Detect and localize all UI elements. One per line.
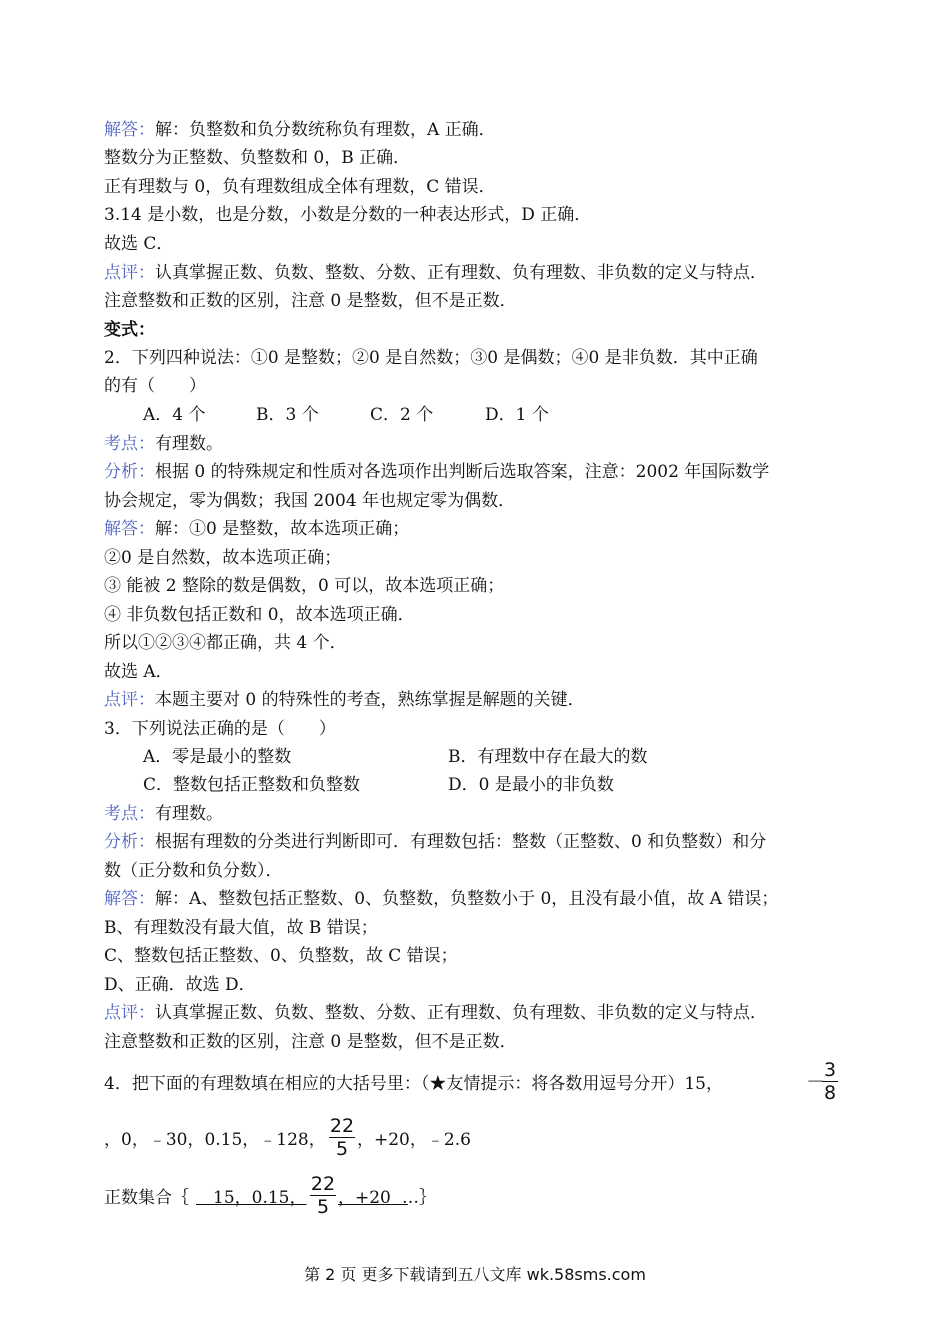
q2-answer-line-6: 故选 A． <box>104 662 173 682</box>
answer-tag: 解答： <box>104 519 155 539</box>
q1-answer-line-4: 3.14 是小数，也是分数，小数是分数的一种表达形式，D 正确． <box>104 205 592 225</box>
q2-answer-line-3: ③ 能被 2 整除的数是偶数，0 可以，故本选项正确； <box>104 576 505 596</box>
q3-option-c: C．整数包括正整数和负整数 <box>143 775 361 795</box>
q3-option-d: D．0 是最小的非负数 <box>448 775 614 795</box>
comment-tag: 点评： <box>104 263 155 283</box>
q4-numbers-end: ，+20，﹣2.6 <box>357 1130 471 1150</box>
comment-tag: 点评： <box>104 690 155 710</box>
q3-answer-line-3: C、整数包括正整数、0、负整数，故 C 错误； <box>104 946 458 966</box>
positive-set-answer-1: 15，0.15， <box>196 1188 307 1208</box>
q3-comment-line-1: 点评：认真掌握正数、负数、整数、分数、正有理数、负有理数、非负数的定义与特点． <box>104 1003 767 1023</box>
q2-answer-line-1: 解答：解：①0 是整数，故本选项正确； <box>104 519 410 539</box>
q2-option-b: B．3 个 <box>256 405 319 425</box>
q2-stem-line-2: 的有（ ） <box>104 376 206 396</box>
q2-answer-line-4: ④ 非负数包括正数和 0，故本选项正确． <box>104 605 415 625</box>
q3-answer-line-4: D、正确．故选 D． <box>104 975 256 995</box>
q3-point: 考点：有理数。 <box>104 804 223 824</box>
page-footer: 第 2 页 更多下载请到五八文库 wk.58sms.com <box>304 1265 646 1284</box>
fraction-neg-3-8: － 3 8 <box>806 1059 837 1104</box>
q2-option-a: A．4 个 <box>143 405 206 425</box>
positive-set-label: 正数集合｛ <box>104 1188 189 1208</box>
positive-set-end: …｝ <box>402 1188 436 1208</box>
q3-analysis-line-2: 数（正分数和负分数）． <box>104 861 283 881</box>
q1-answer-line-1: 解答：解：负整数和负分数统称负有理数，A 正确． <box>104 120 496 140</box>
q2-stem-line-1: 2．下列四种说法：①0 是整数；②0 是自然数；③0 是偶数；④0 是非负数．其中正确 <box>104 348 758 368</box>
q1-answer-line-5: 故选 C． <box>104 234 174 254</box>
q3-answer-line-1: 解答：解：A、整数包括正整数、0、负整数，负整数小于 0，且没有最小值，故 A 错误； <box>104 889 779 909</box>
q1-comment-line-1: 点评：认真掌握正数、负数、整数、分数、正有理数、负有理数、非负数的定义与特点． <box>104 263 767 283</box>
point-tag: 考点： <box>104 434 155 454</box>
q2-option-c: C．2 个 <box>370 405 434 425</box>
comment-tag: 点评： <box>104 1003 155 1023</box>
q1-comment-line-2: 注意整数和正数的区别，注意 0 是整数，但不是正数． <box>104 291 517 311</box>
analysis-tag: 分析： <box>104 462 155 482</box>
variant-title: 变式： <box>104 320 155 340</box>
q3-stem: 3．下列说法正确的是（ ） <box>104 719 336 739</box>
q2-analysis-line-1: 分析：根据 0 的特殊规定和性质对各选项作出判断后选取答案，注意：2002 年国际数学 <box>104 462 770 482</box>
q4-numbers-start: ，0，﹣30，0.15，﹣128， <box>104 1130 326 1150</box>
q3-option-b: B．有理数中存在最大的数 <box>448 747 648 767</box>
q2-option-d: D．1 个 <box>485 405 549 425</box>
q3-answer-line-2: B、有理数没有最大值，故 B 错误； <box>104 918 378 938</box>
analysis-tag: 分析： <box>104 832 155 852</box>
q2-answer-line-2: ②0 是自然数，故本选项正确； <box>104 548 342 568</box>
q4-stem: 4．把下面的有理数填在相应的大括号里：（★友情提示：将各数用逗号分开）15， <box>104 1074 723 1094</box>
positive-set-fraction-22-5: 22 5 <box>310 1173 336 1218</box>
answer-tag: 解答： <box>104 120 155 140</box>
q1-answer-line-3: 正有理数与 0，负有理数组成全体有理数，C 错误． <box>104 177 496 197</box>
answer-tag: 解答： <box>104 889 155 909</box>
point-tag: 考点： <box>104 804 155 824</box>
q3-comment-line-2: 注意整数和正数的区别，注意 0 是整数，但不是正数． <box>104 1032 517 1052</box>
q3-analysis-line-1: 分析：根据有理数的分类进行判断即可．有理数包括：整数（正整数、0 和负整数）和分 <box>104 832 767 852</box>
q2-point: 考点：有理数。 <box>104 434 223 454</box>
q2-comment: 点评：本题主要对 0 的特殊性的考查，熟练掌握是解题的关键． <box>104 690 585 710</box>
fraction-22-5: 22 5 <box>329 1115 355 1160</box>
positive-set-answer-2: ，+20 <box>338 1188 408 1208</box>
q1-answer-line-2: 整数分为正整数、负整数和 0，B 正确． <box>104 148 411 168</box>
q3-option-a: A．零是最小的整数 <box>143 747 292 767</box>
q2-answer-line-5: 所以①②③④都正确，共 4 个． <box>104 633 347 653</box>
q2-analysis-line-2: 协会规定，零为偶数；我国 2004 年也规定零为偶数． <box>104 491 516 511</box>
